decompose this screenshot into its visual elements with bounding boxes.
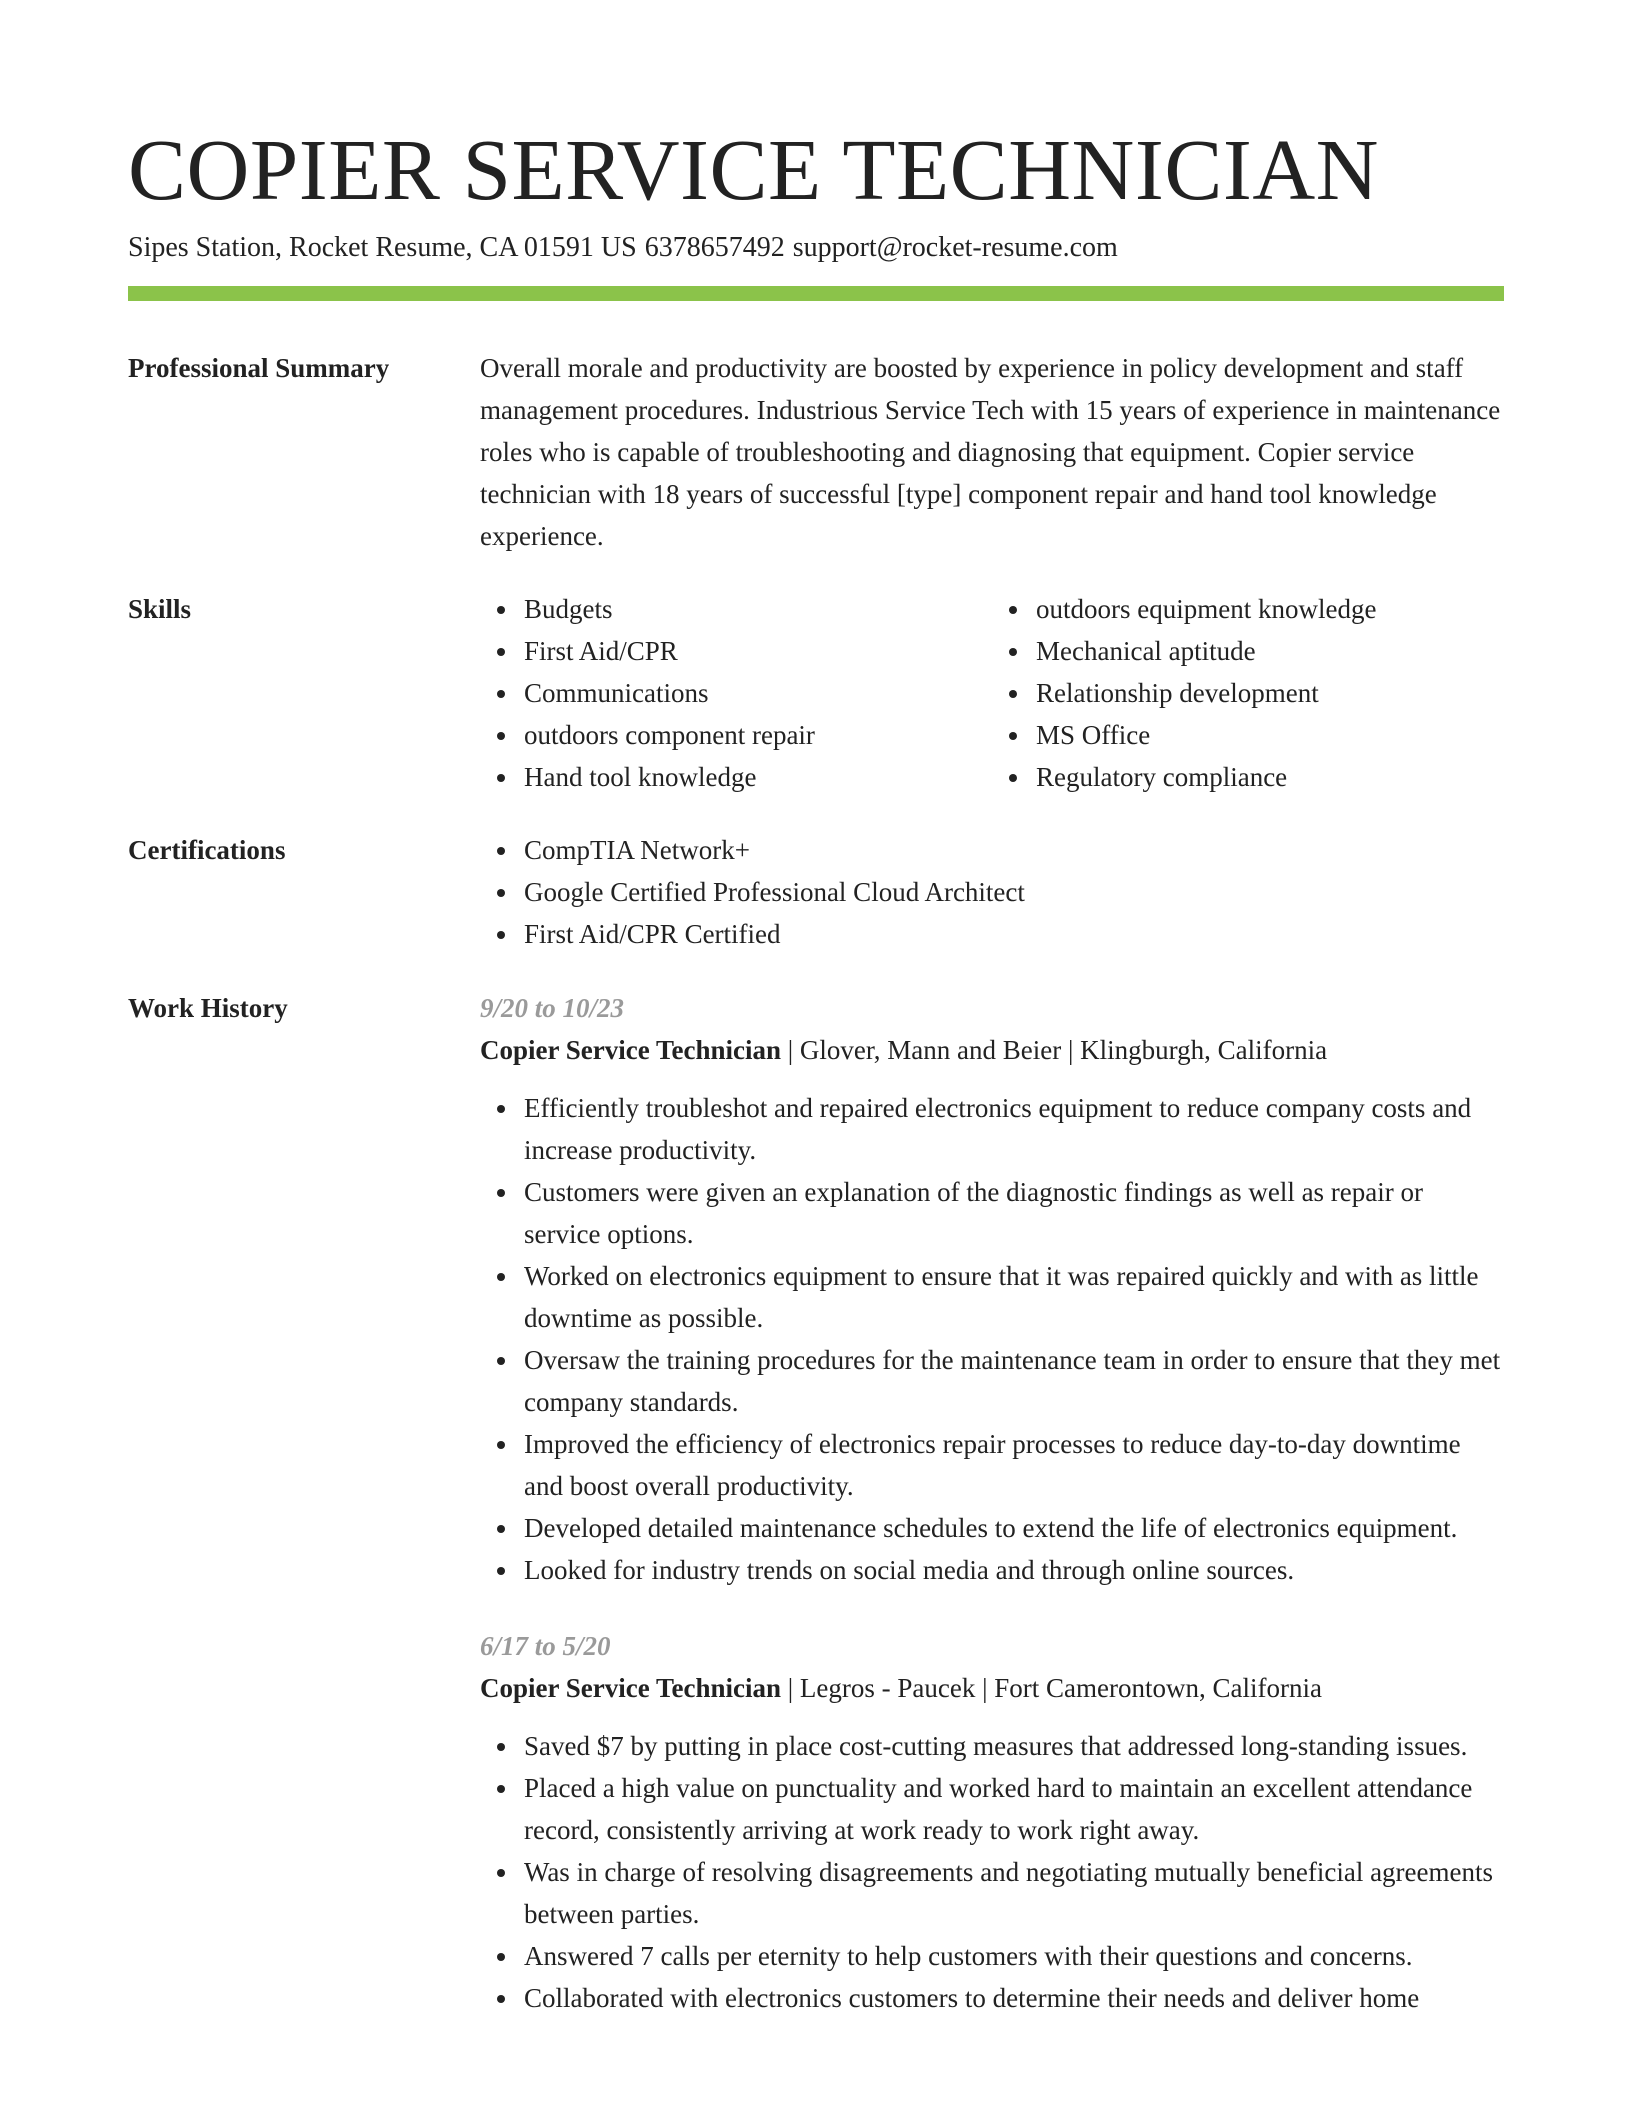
certification-item: Google Certified Professional Cloud Architect: [524, 871, 1504, 913]
job-dates: 9/20 to 10/23: [480, 993, 625, 1023]
resume-name-heading: COPIER SERVICE TECHNICIAN: [128, 121, 1379, 218]
job-entry: [480, 1625, 1504, 2019]
skill-item: outdoors equipment knowledge: [1036, 588, 1504, 630]
skill-item: Budgets: [524, 588, 992, 630]
contact-email: support@rocket-resume.com: [792, 232, 1118, 263]
job-dates: 6/17 to 5/20: [480, 1631, 611, 1661]
skill-item: First Aid/CPR: [524, 630, 992, 672]
summary-text: Overall morale and productivity are boosted by experience in policy development and staff management procedures. Industrious Service Tech with 15 years of experience in maintenance roles who is capable of troubleshooting and diagnosing that equipment. Copier service technician with 18 years of successful [type] component repair and hand tool knowledge experience.: [480, 353, 1501, 551]
contact-phone: 6378657492: [644, 232, 785, 263]
work-history-heading: Work History: [128, 993, 288, 1023]
job-bullet: Efficiently troubleshot and repaired electronics equipment to reduce company costs and increase productivity.: [524, 1087, 1504, 1171]
skill-item: outdoors component repair: [524, 714, 992, 756]
skills-heading: Skills: [128, 594, 192, 624]
job-bullet: Developed detailed maintenance schedules to extend the life of electronics equipment.: [524, 1507, 1504, 1549]
job-employer-location: | Legros - Paucek | Fort Camerontown, California: [781, 1673, 1322, 1703]
job-bullet: Worked on electronics equipment to ensure that it was repaired quickly and with as little downtime as possible.: [524, 1255, 1504, 1339]
summary-heading: Professional Summary: [128, 353, 390, 383]
skills-list-left: [480, 588, 992, 798]
job-employer-location: | Glover, Mann and Beier | Klingburgh, California: [781, 1035, 1328, 1065]
certification-item: First Aid/CPR Certified: [524, 913, 1504, 955]
skill-item: Communications: [524, 672, 992, 714]
certifications-list: [480, 829, 1504, 955]
contact-info: [128, 230, 1126, 266]
skill-item: MS Office: [1036, 714, 1504, 756]
job-bullet: Oversaw the training procedures for the maintenance team in order to ensure that they met company standards.: [524, 1339, 1504, 1423]
job-heading: [480, 1667, 1504, 1709]
job-bullet: Was in charge of resolving disagreements and negotiating mutually beneficial agreements between parties.: [524, 1851, 1504, 1935]
certification-item: CompTIA Network+: [524, 829, 1504, 871]
job-bullet: Looked for industry trends on social media and through online sources.: [524, 1549, 1504, 1591]
job-heading: [480, 1029, 1504, 1071]
skill-item: Mechanical aptitude: [1036, 630, 1504, 672]
job-entry: [480, 987, 1504, 1591]
job-bullet: Saved $7 by putting in place cost-cutting measures that addressed long-standing issues.: [524, 1725, 1504, 1767]
certifications-heading: Certifications: [128, 835, 286, 865]
job-title: Copier Service Technician: [480, 1035, 781, 1065]
contact-address: Sipes Station, Rocket Resume, CA 01591 US: [128, 232, 637, 263]
job-bullet: Answered 7 calls per eternity to help customers with their questions and concerns.: [524, 1935, 1504, 1977]
job-bullets: [480, 1087, 1504, 1591]
job-bullet: Improved the efficiency of electronics repair processes to reduce day-to-day downtime and boost overall productivity.: [524, 1423, 1504, 1507]
skill-item: Regulatory compliance: [1036, 756, 1504, 798]
job-bullet: Customers were given an explanation of the diagnostic findings as well as repair or service options.: [524, 1171, 1504, 1255]
skill-item: Relationship development: [1036, 672, 1504, 714]
job-bullet: Collaborated with electronics customers to determine their needs and deliver home: [524, 1977, 1504, 2019]
job-bullets: [480, 1725, 1504, 2019]
job-title: Copier Service Technician: [480, 1673, 781, 1703]
job-bullet: Placed a high value on punctuality and worked hard to maintain an excellent attendance record, consistently arriving at work ready to work right away.: [524, 1767, 1504, 1851]
skills-list-right: [992, 588, 1504, 798]
skill-item: Hand tool knowledge: [524, 756, 992, 798]
accent-divider: [128, 286, 1504, 301]
